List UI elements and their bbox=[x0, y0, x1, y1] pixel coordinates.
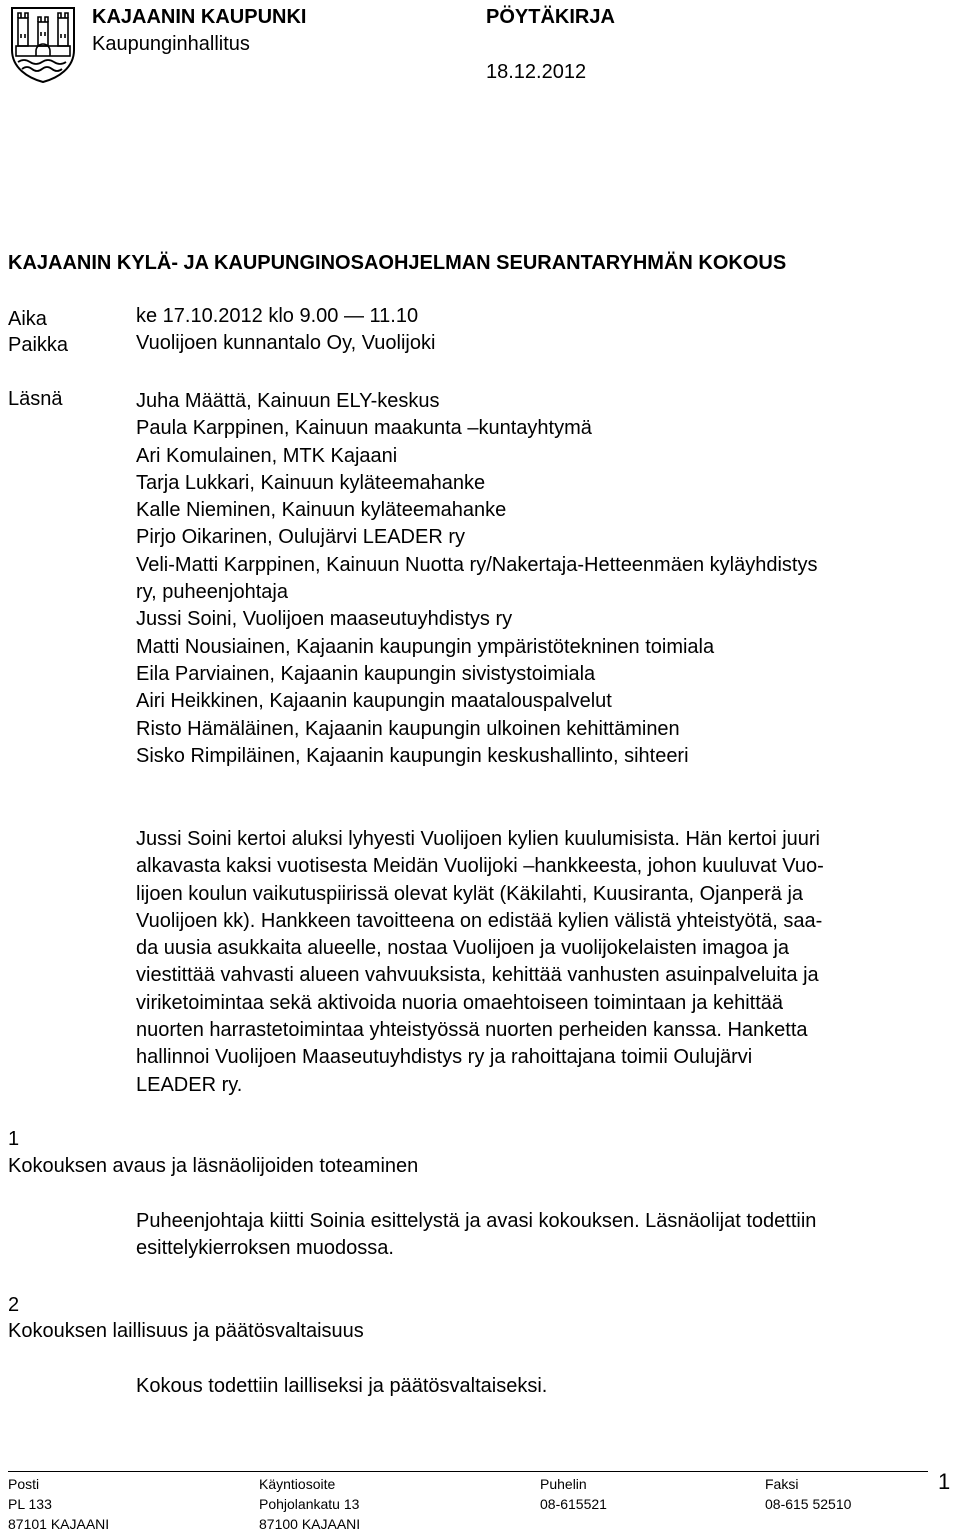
attendee-item: Ari Komulainen, MTK Kajaani bbox=[136, 444, 398, 467]
footer-value: 87100 KAJAANI bbox=[259, 1516, 361, 1532]
intro-paragraph bbox=[136, 826, 824, 1099]
paragraph-line: LEADER ry. bbox=[136, 1073, 243, 1096]
footer-label: Posti bbox=[8, 1476, 40, 1492]
attendee-item: Eila Parviainen, Kajaanin kaupungin sivistystoimiala bbox=[136, 662, 596, 685]
place-value: Vuolijoen kunnantalo Oy, Vuolijoki bbox=[136, 332, 436, 354]
page-number: 1 bbox=[938, 1469, 951, 1494]
attendee-item: Paula Karppinen, Kainuun maakunta –kuntayhtymä bbox=[136, 417, 592, 440]
document-type: PÖYTÄKIRJA bbox=[486, 6, 615, 28]
attendee-list bbox=[136, 388, 817, 770]
footer-phone bbox=[540, 1474, 607, 1514]
paragraph-line: Vuolijoen kk). Hankkeen tavoitteena on edistää kylien välistä yhteistyötä, saa- bbox=[136, 909, 823, 932]
footer-value: 08-615 52510 bbox=[765, 1496, 852, 1512]
attendee-item: Airi Heikkinen, Kajaanin kaupungin maatalouspalvelut bbox=[136, 690, 612, 713]
paragraph-line: Puheenjohtaja kiitti Soinia esittelystä ja avasi kokouksen. Läsnäolijat todettiin bbox=[136, 1210, 817, 1232]
footer-label: Faksi bbox=[765, 1476, 799, 1492]
section-body bbox=[136, 1208, 816, 1263]
attendee-item: Veli-Matti Karppinen, Kainuun Nuotta ry/Nakertaja-Hetteenmäen kyläyhdistys bbox=[136, 553, 818, 576]
time-label: Aika bbox=[8, 308, 47, 330]
place-label: Paikka bbox=[8, 334, 69, 356]
paragraph-line: Kokous todettiin lailliseksi ja päätösvaltaiseksi. bbox=[136, 1375, 548, 1397]
paragraph-line: esittelykierroksen muodossa. bbox=[136, 1237, 394, 1260]
footer-value: Pohjolankatu 13 bbox=[259, 1496, 360, 1512]
paragraph-line: viriketoimintaa sekä aktivoida nuoria omaehtoiseen toimintaan ja kehittää bbox=[136, 991, 784, 1014]
paragraph-line: nuorten harrastetoimintaa yhteistyössä nuorten perheiden kanssa. Hanketta bbox=[136, 1019, 808, 1042]
attendee-item: Tarja Lukkari, Kainuun kyläteemahanke bbox=[136, 471, 486, 494]
attendee-item: Matti Nousiainen, Kajaanin kaupungin ympäristötekninen toimiala bbox=[136, 635, 715, 658]
time-value: ke 17.10.2012 klo 9.00 — 11.10 bbox=[136, 305, 419, 327]
footer-label: Käyntiosoite bbox=[259, 1476, 336, 1492]
paragraph-line: da uusia asukkaita alueelle, nostaa Vuolijoen ja vuolijokelaisten imagoa ja bbox=[136, 937, 790, 960]
attendee-item: ry, puheenjohtaja bbox=[136, 581, 288, 604]
department-name: Kaupunginhallitus bbox=[92, 33, 250, 55]
section-title: Kokouksen laillisuus ja päätösvaltaisuus bbox=[8, 1320, 364, 1342]
attendee-item: Sisko Rimpiläinen, Kajaanin kaupungin keskushallinto, sihteeri bbox=[136, 744, 689, 767]
attendee-item: Pirjo Oikarinen, Oulujärvi LEADER ry bbox=[136, 526, 465, 549]
section-number: 2 bbox=[8, 1294, 20, 1316]
attendee-item: Risto Hämäläinen, Kajaanin kaupungin ulkoinen kehittäminen bbox=[136, 717, 680, 740]
footer-fax bbox=[765, 1474, 851, 1514]
document-date: 18.12.2012 bbox=[486, 61, 587, 83]
footer-divider bbox=[8, 1471, 928, 1472]
coat-of-arms-logo bbox=[8, 4, 78, 84]
footer-posti bbox=[8, 1474, 109, 1534]
meeting-title: KAJAANIN KYLÄ- JA KAUPUNGINOSAOHJELMAN SEURANTARYHMÄN KOKOUS bbox=[8, 252, 787, 274]
attendee-item: Juha Määttä, Kainuun ELY-keskus bbox=[136, 390, 440, 412]
footer-value: 08-615521 bbox=[540, 1496, 607, 1512]
footer-address bbox=[259, 1474, 360, 1534]
organization-name: KAJAANIN KAUPUNKI bbox=[92, 6, 307, 28]
attendee-item: Jussi Soini, Vuolijoen maaseutuyhdistys ry bbox=[136, 608, 513, 631]
present-label: Läsnä bbox=[8, 388, 63, 410]
footer-label: Puhelin bbox=[540, 1476, 587, 1492]
footer-value: 87101 KAJAANI bbox=[8, 1516, 110, 1532]
paragraph-line: alkavasta kaksi vuotisesta Meidän Vuolijoki –hankkeesta, johon kuuluvat Vuo- bbox=[136, 855, 824, 878]
paragraph-line: viestittää vahvasti alueen vahvuuksista, kehittää vanhusten asuinpalveluita ja bbox=[136, 964, 819, 987]
footer-value: PL 133 bbox=[8, 1496, 52, 1512]
attendee-item: Kalle Nieminen, Kainuun kyläteemahanke bbox=[136, 499, 507, 522]
paragraph-line: lijoen koulun vaikutuspiirissä olevat kylät (Käkilahti, Kuusiranta, Ojanperä ja bbox=[136, 882, 804, 905]
section-body bbox=[136, 1373, 547, 1400]
section-title: Kokouksen avaus ja läsnäolijoiden toteaminen bbox=[8, 1155, 419, 1177]
paragraph-line: Jussi Soini kertoi aluksi lyhyesti Vuolijoen kylien kuulumisista. Hän kertoi juuri bbox=[136, 828, 820, 850]
paragraph-line: hallinnoi Vuolijoen Maaseutuyhdistys ry ja rahoittajana toimii Oulujärvi bbox=[136, 1046, 753, 1069]
section-number: 1 bbox=[8, 1128, 20, 1150]
